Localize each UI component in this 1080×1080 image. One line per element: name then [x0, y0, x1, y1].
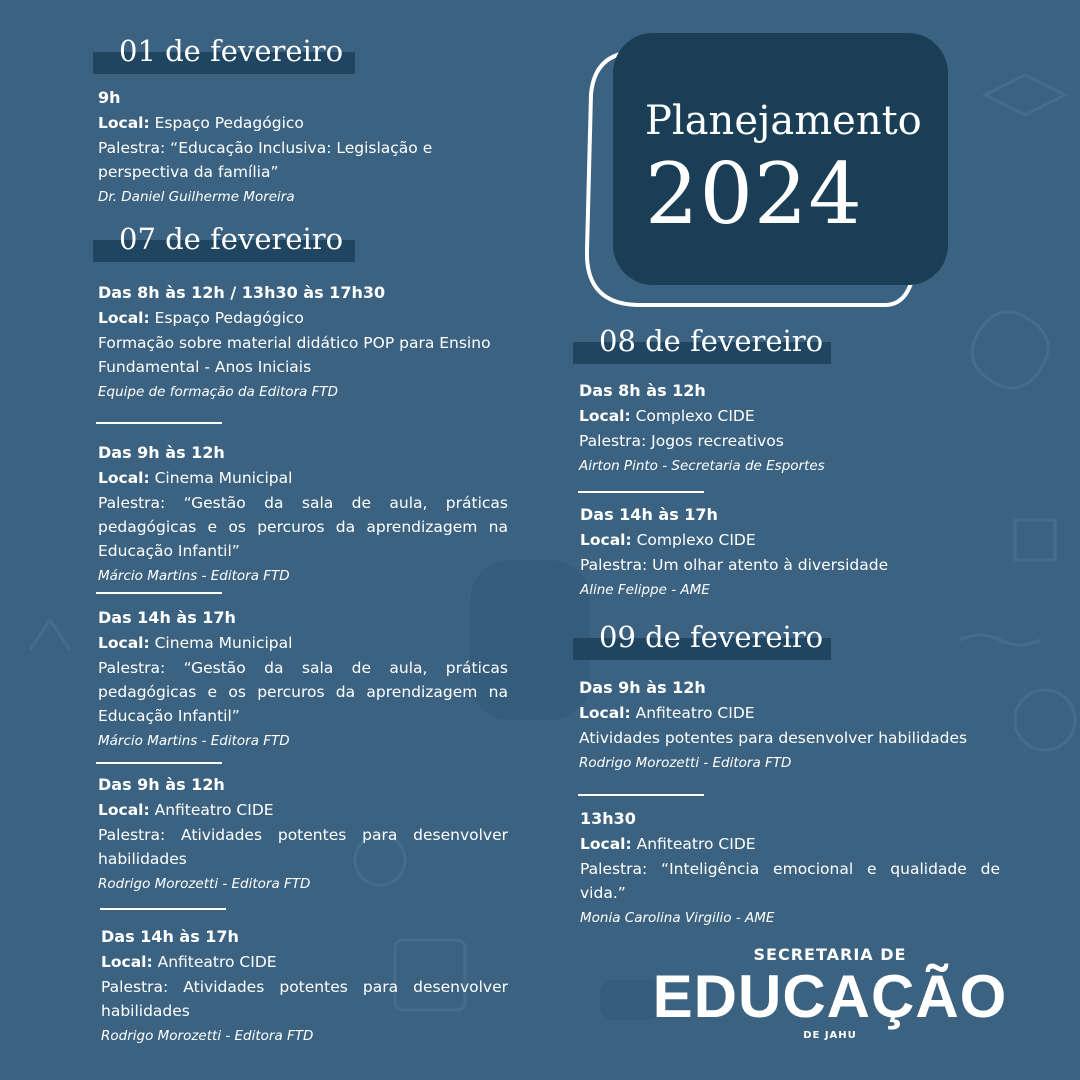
event-description: Palestra: “Educação Inclusiva: Legislação e perspectiva da família” [98, 139, 433, 181]
event-description: Palestra: Atividades potentes para desenvolver habilidades [101, 978, 508, 1020]
event-block [98, 605, 508, 754]
event-block [98, 85, 458, 210]
title-year: 2024 [645, 145, 863, 243]
event-time: Das 14h às 17h [580, 505, 718, 524]
event-local: Local: Anfiteatro CIDE [579, 704, 755, 722]
event-local: Local: Complexo CIDE [580, 531, 756, 549]
divider [96, 592, 222, 594]
event-block [101, 924, 508, 1049]
event-local: Local: Espaço Pedagógico [98, 114, 304, 132]
event-block [98, 440, 508, 589]
date-label: 09 de fevereiro [599, 620, 824, 654]
brain-icon [972, 312, 1048, 388]
event-description: Palestra: “Gestão da sala de aula, práticas pedagógicas e os percuros da aprendizagem na Educação Infantil” [98, 494, 508, 560]
event-time: Das 9h às 12h [98, 775, 225, 794]
date-label: 01 de fevereiro [119, 34, 344, 68]
dna-icon [960, 635, 1040, 645]
logo-top-text: SECRETARIA DE [753, 945, 907, 964]
event-local: Local: Cinema Municipal [98, 634, 293, 652]
event-speaker: Aline Felippe - AME [580, 582, 710, 598]
event-time: 9h [98, 88, 121, 107]
divider [96, 762, 222, 764]
event-description: Palestra: “Inteligência emocional e qualidade de vida.” [580, 860, 1000, 902]
event-speaker: Márcio Martins - Editora FTD [98, 568, 290, 584]
event-speaker: Rodrigo Morozetti - Editora FTD [98, 876, 311, 892]
event-time: Das 8h às 12h [579, 381, 706, 400]
event-time: 13h30 [580, 809, 636, 828]
math-doodle-icon [30, 620, 70, 650]
title-line1: Planejamento [645, 98, 922, 144]
event-speaker: Rodrigo Morozetti - Editora FTD [101, 1028, 314, 1044]
event-local: Local: Anfiteatro CIDE [580, 835, 756, 853]
event-speaker: Airton Pinto - Secretaria de Esportes [579, 458, 825, 474]
event-block [579, 378, 979, 479]
event-time: Das 14h às 17h [98, 608, 236, 627]
event-description: Palestra: “Gestão da sala de aula, práticas pedagógicas e os percuros da aprendizagem na Educação Infantil” [98, 659, 508, 725]
event-block [580, 806, 1000, 931]
divider [100, 908, 226, 910]
event-local: Local: Anfiteatro CIDE [101, 953, 277, 971]
event-block [98, 772, 508, 897]
date-label: 08 de fevereiro [599, 324, 824, 358]
event-speaker: Dr. Daniel Guilherme Moreira [98, 189, 295, 205]
divider [578, 794, 704, 796]
event-local: Local: Espaço Pedagógico [98, 309, 304, 327]
event-time: Das 8h às 12h / 13h30 às 17h30 [98, 283, 386, 302]
event-block [580, 502, 980, 603]
divider [578, 491, 704, 493]
event-speaker: Rodrigo Morozetti - Editora FTD [579, 755, 792, 771]
logo-main-text: EDUCAÇÃO [652, 963, 1008, 1030]
event-local: Local: Complexo CIDE [579, 407, 755, 425]
event-local: Local: Cinema Municipal [98, 469, 293, 487]
event-description: Palestra: Jogos recreativos [579, 432, 784, 450]
event-description: Palestra: Um olhar atento à diversidade [580, 556, 889, 574]
event-description: Formação sobre material didático POP para Ensino Fundamental - Anos Iniciais [98, 334, 491, 376]
event-time: Das 9h às 12h [98, 443, 225, 462]
secretaria-educacao-logo [650, 945, 1010, 1041]
event-block [579, 675, 999, 776]
logo-bottom-text: DE JAHU [803, 1030, 857, 1041]
event-description: Atividades potentes para desenvolver habilidades [579, 729, 968, 747]
event-speaker: Equipe de formação da Editora FTD [98, 384, 339, 400]
event-local: Local: Anfiteatro CIDE [98, 801, 274, 819]
date-label: 07 de fevereiro [119, 222, 344, 256]
event-time: Das 9h às 12h [579, 678, 706, 697]
globe-icon [1015, 690, 1075, 750]
event-speaker: Márcio Martins - Editora FTD [98, 733, 290, 749]
event-description: Palestra: Atividades potentes para desenvolver habilidades [98, 826, 508, 868]
event-speaker: Monia Carolina Virgilio - AME [580, 910, 775, 926]
block-icon [1015, 520, 1055, 560]
event-time: Das 14h às 17h [101, 927, 239, 946]
graduation-cap-icon [985, 75, 1065, 115]
event-block [98, 280, 508, 405]
divider [96, 422, 222, 424]
